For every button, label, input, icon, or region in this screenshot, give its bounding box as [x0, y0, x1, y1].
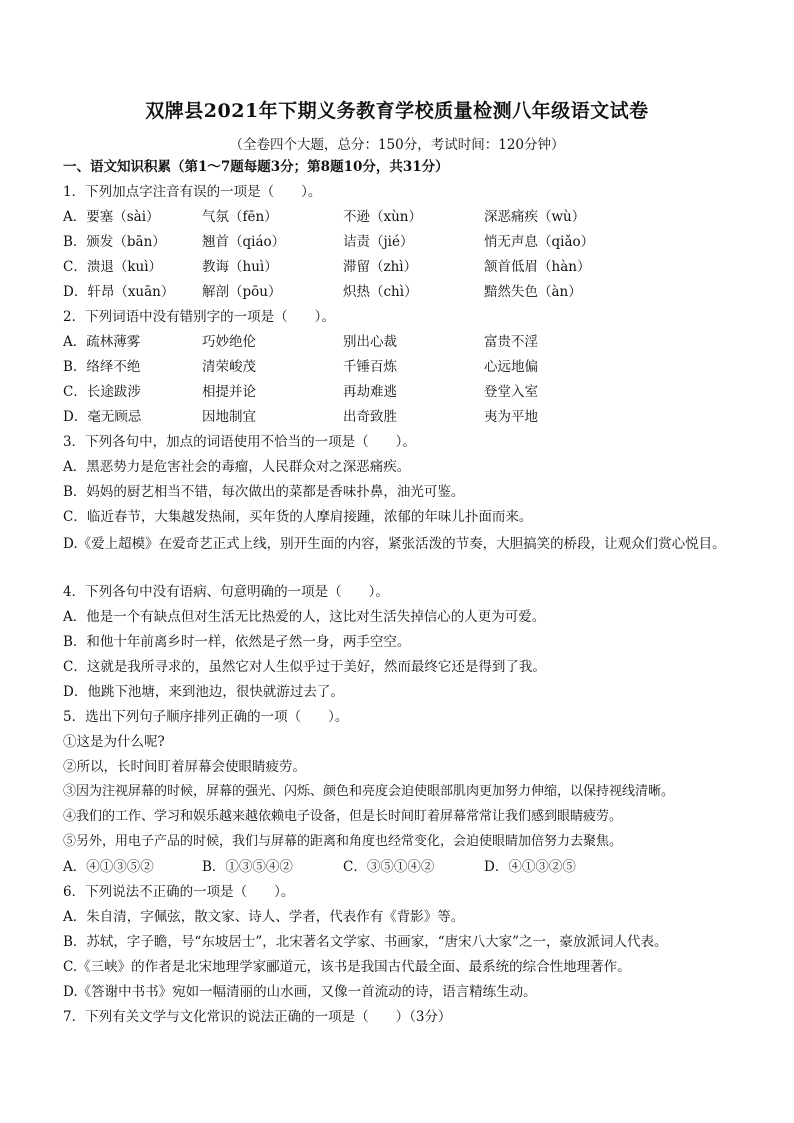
- option-cell: 清荣峻茂: [202, 359, 256, 375]
- sentence-line: ④我们的工作、学习和娱乐越来越依赖电子设备，但是长时间盯着屏幕常常让我们感到眼睛疲劳。: [63, 809, 623, 824]
- option-cell: 心远地偏: [484, 359, 538, 375]
- option-cell: C．溃退（kuì）: [63, 259, 163, 275]
- option-cell: 颔首低眉（hàn）: [484, 259, 591, 275]
- question-stem: 5．选出下列句子顺序排列正确的一项（ ）。: [63, 709, 349, 725]
- question-stem: 2．下列词语中没有错别字的一项是（ ）。: [63, 309, 335, 325]
- option-cell: 翘首（qiáo）: [202, 234, 286, 250]
- option-cell: 千锤百炼: [343, 359, 397, 375]
- question-stem: 4．下列各句中没有语病、句意明确的一项是（ ）。: [63, 584, 389, 600]
- option-cell: 悄无声息（qiǎo）: [484, 234, 595, 250]
- option-line: D．他跳下池塘，来到池边，很快就游过去了。: [63, 684, 344, 700]
- page-title: 双牌县2021年下期义务教育学校质量检测八年级语文试卷: [145, 100, 649, 122]
- option-cell: 别出心裁: [343, 334, 397, 350]
- option-cell: A．疏林薄雾: [63, 334, 141, 350]
- option-cell: C．长途跋涉: [63, 384, 141, 400]
- question-stem: 6．下列说法不正确的一项是（ ）。: [63, 884, 295, 900]
- option-cell: D．轩昂（xuān）: [63, 284, 175, 300]
- option-cell: 黯然失色（àn）: [484, 284, 582, 300]
- option-line: D.《答谢中书书》宛如一幅清丽的山水画，又像一首流动的诗，语言精练生动。: [63, 984, 537, 1000]
- choice-d: D．④①③②⑤: [484, 859, 576, 875]
- option-cell: 气氛（fēn）: [202, 209, 278, 225]
- option-cell: 教诲（huì）: [202, 259, 278, 275]
- option-line: B．妈妈的厨艺相当不错，每次做出的菜都是香味扑鼻，油光可鉴。: [63, 484, 465, 500]
- sentence-line: ②所以，长时间盯着屏幕会使眼睛疲劳。: [63, 759, 306, 775]
- option-line: A．朱自清，字佩弦，散文家、诗人、学者，代表作有《背影》等。: [63, 909, 465, 925]
- sentence-line: ⑤另外，用电子产品的时候，我们与屏幕的距离和角度也经常变化，会迫使眼睛加倍努力去聚焦。: [63, 834, 623, 849]
- option-cell: 出奇致胜: [343, 409, 397, 425]
- option-cell: A．要塞（sài）: [63, 209, 160, 225]
- option-line: C．临近春节，大集越发热闹，买年货的人摩肩接踵，浓郁的年味儿扑面而来。: [63, 509, 533, 525]
- choice-b: B．①③⑤④②: [202, 859, 293, 875]
- sentence-line: ①这是为什么呢?: [63, 734, 165, 750]
- option-cell: 再劫难逃: [343, 384, 397, 400]
- option-line: A．黑恶势力是危害社会的毒瘤，人民群众对之深恶痛疾。: [63, 459, 411, 475]
- sentence-line: ③因为注视屏幕的时候，屏幕的强光、闪烁、颜色和亮度会迫使眼部肌肉更加努力伸缩，以保持视线清晰。: [63, 784, 675, 799]
- section-heading: 一、语文知识积累（第1～7题每题3分；第8题10分，共31分）: [63, 159, 449, 175]
- option-cell: B．络绎不绝: [63, 359, 141, 375]
- option-cell: 巧妙绝伦: [202, 334, 256, 350]
- option-line: C.《三峡》的作者是北宋地理学家郦道元，该书是我国古代最全面、最系统的综合性地理著作。: [63, 959, 631, 975]
- choice-c: C．③⑤①④②: [343, 859, 435, 875]
- question-stem: 3．下列各句中，加点的词语使用不恰当的一项是（ ）。: [63, 434, 416, 450]
- option-cell: 诘责（jié）: [343, 234, 414, 250]
- option-line: C．这就是我所寻求的，虽然它对人生似乎过于美好，然而最终它还是得到了我。: [63, 659, 546, 675]
- option-cell: 相提并论: [202, 384, 256, 400]
- option-cell: 夷为平地: [484, 409, 538, 425]
- option-cell: 深恶痛疾（wù）: [484, 209, 586, 225]
- option-line: B．苏轼，字子瞻，号“东坡居士”，北宋著名文学家、书画家，“唐宋八大家”之一，豪放派词人代表。: [63, 934, 668, 950]
- option-cell: 富贵不淫: [484, 334, 538, 350]
- option-cell: 登堂入室: [484, 384, 538, 400]
- option-cell: 滞留（zhì）: [343, 259, 418, 275]
- question-stem: 7．下列有关文学与文化常识的说法正确的一项是（ ）（3分）: [63, 1009, 452, 1025]
- exam-info: （全卷四个大题，总分：150分，考试时间：120分钟）: [229, 137, 565, 153]
- choice-a: A．④①③⑤②: [63, 859, 154, 875]
- option-line: D.《爱上超模》在爱奇艺正式上线，别开生面的内容，紧张活泼的节奏，大胆搞笑的桥段，让观众们赏心悦目。: [63, 536, 726, 552]
- option-cell: 炽热（chì）: [343, 284, 418, 300]
- option-cell: B．颁发（bān）: [63, 234, 166, 250]
- option-cell: 解剖（pōu）: [202, 284, 282, 300]
- option-cell: 不逊（xùn）: [343, 209, 423, 225]
- question-stem: 1．下列加点字注音有误的一项是（ ）。: [63, 184, 322, 200]
- option-line: B．和他十年前离乡时一样，依然是孑然一身，两手空空。: [63, 634, 411, 650]
- option-line: A．他是一个有缺点但对生活无比热爱的人，这比对生活失掉信心的人更为可爱。: [63, 609, 546, 625]
- option-cell: D．毫无顾忌: [63, 409, 142, 425]
- option-cell: 因地制宜: [202, 409, 256, 425]
